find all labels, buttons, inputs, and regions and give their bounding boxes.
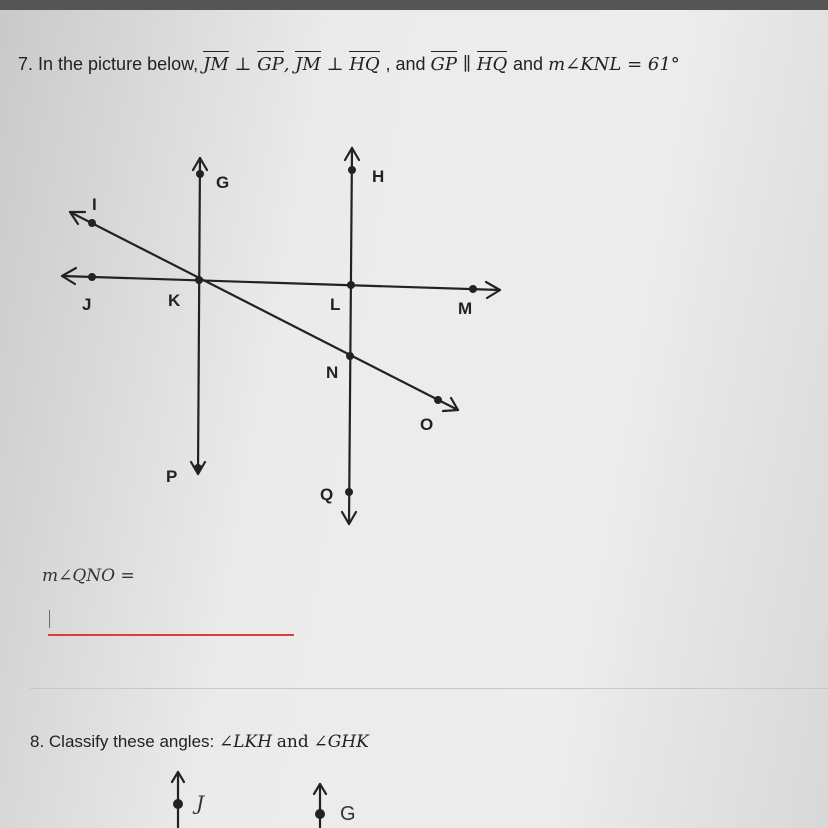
line-jm-drawn [62, 276, 500, 290]
question-8-prompt [30, 732, 369, 752]
line-gp-2: GP [430, 54, 457, 75]
label-i: I [92, 195, 97, 214]
line-hq-drawn [349, 148, 352, 524]
angle-ghk: ∠GHK [313, 732, 369, 752]
text-caret [49, 610, 50, 628]
q8-label-j: J [196, 791, 205, 815]
line-hq: HQ [349, 54, 380, 75]
angle-lkh: ∠LKH [219, 732, 273, 752]
line-io-drawn [70, 212, 458, 410]
label-k: K [168, 291, 181, 310]
top-edge-band [0, 0, 828, 10]
q8-label-g: G [340, 803, 356, 825]
section-divider [30, 688, 828, 689]
label-l: L [330, 295, 341, 314]
label-h: H [372, 167, 385, 186]
label-p: P [166, 467, 178, 486]
point-o [434, 396, 442, 404]
question-7-statement [203, 54, 385, 75]
point-n [346, 352, 354, 360]
and-text-2: and [513, 54, 544, 74]
question-7-prompt [18, 54, 680, 75]
point-i [88, 219, 96, 227]
question-7-parallel [431, 54, 514, 75]
point-q [345, 488, 353, 496]
label-j: J [82, 295, 92, 314]
given-angle: m∠KNL = 61° [548, 54, 680, 75]
label-n: N [326, 363, 339, 382]
q8-point-j [173, 799, 183, 809]
and-text: , and [385, 54, 426, 74]
label-q: Q [320, 485, 334, 504]
comma: , [283, 54, 290, 75]
point-g [196, 170, 204, 178]
and-word: and [276, 732, 309, 752]
q8-point-g [315, 809, 325, 819]
point-p [194, 464, 202, 472]
line-gp-drawn [198, 158, 200, 474]
answer-input[interactable] [48, 604, 294, 636]
perpendicular-symbol-2: ⊥ [326, 54, 344, 75]
line-jm: JM [203, 54, 229, 75]
question-7-prefix: 7. In the picture below, [18, 54, 199, 74]
question-8-figure [160, 764, 400, 828]
geometry-figure [40, 130, 540, 540]
point-j [88, 273, 96, 281]
line-gp: GP [257, 54, 284, 75]
label-g: G [216, 173, 230, 192]
point-h [348, 166, 356, 174]
label-o: O [420, 415, 434, 434]
line-jm-2: JM [295, 54, 321, 75]
answer-label: m∠QNO = [42, 566, 135, 586]
parallel-symbol: ∥ [462, 54, 472, 75]
point-m [469, 285, 477, 293]
label-m: M [458, 299, 473, 318]
question-8-prefix: 8. Classify these angles: [30, 732, 215, 751]
point-k [195, 276, 203, 284]
point-l [347, 281, 355, 289]
line-hq-2: HQ [476, 54, 508, 75]
perpendicular-symbol: ⊥ [234, 54, 252, 75]
